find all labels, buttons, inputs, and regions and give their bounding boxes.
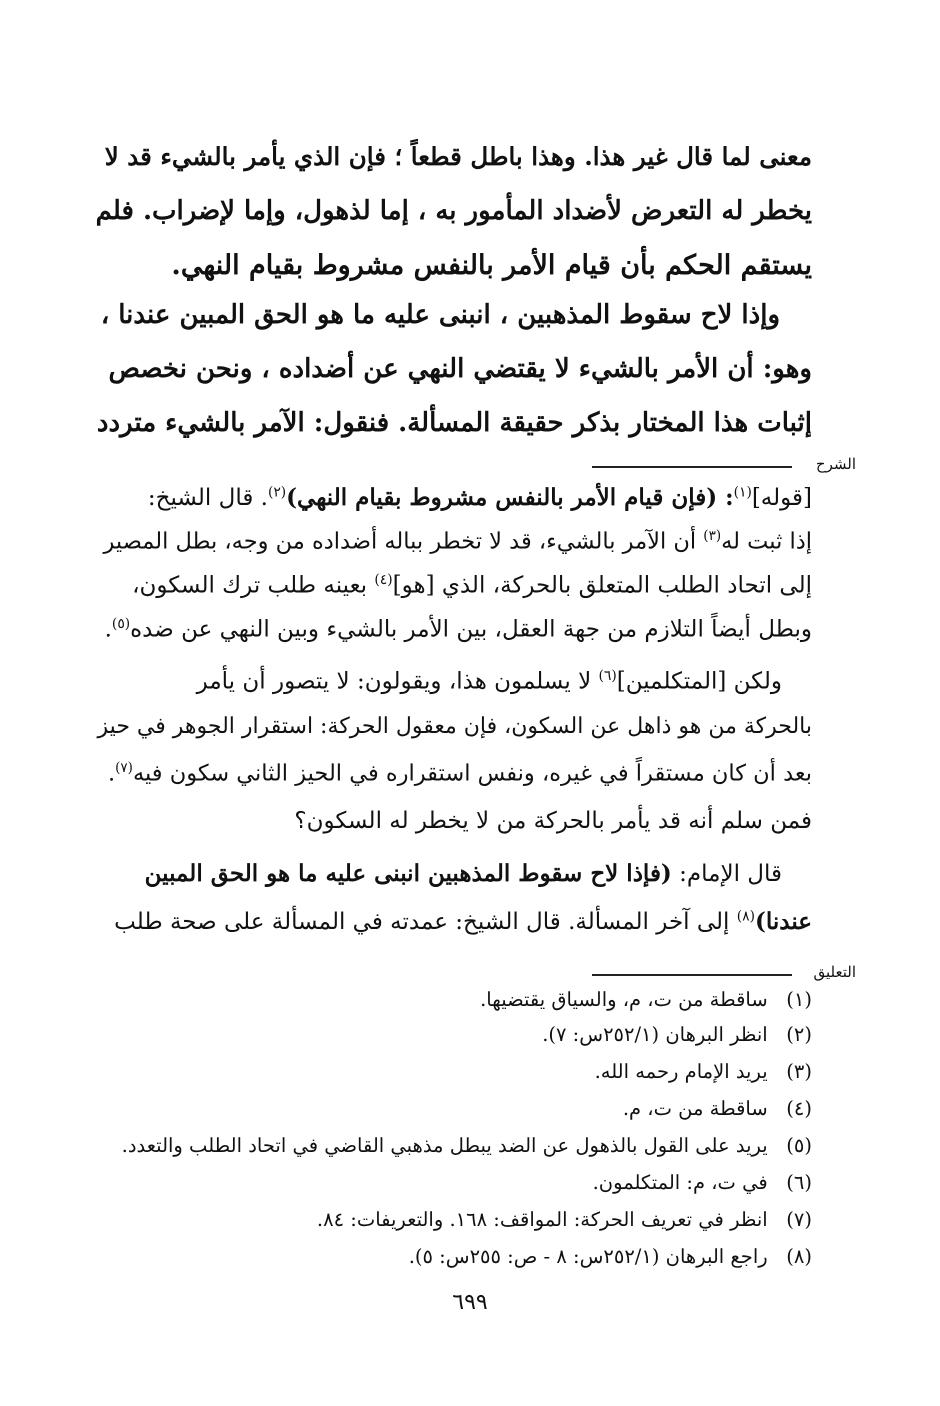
footnote-number: (٦) (786, 1171, 812, 1194)
sharh-text: وبطل أيضاً التلازم من جهة العقل، بين الأمر بالشيء وبين النهي عن ضده (130, 616, 812, 643)
sharh-text: قال الإمام: (671, 861, 782, 887)
quoted-text: عندنا) (754, 908, 812, 935)
sharh-text: أن الآمر بالشيء، قد لا تخطر بباله أضداده من وجه، بطل المصير (103, 528, 704, 555)
sharh-separator (592, 466, 792, 468)
footnote-text: يريد على القول بالذهول عن الضد يبطل مذهبي القاضي في اتحاد الطلب والتعدد. (121, 1134, 768, 1157)
sharh-text: ولكن [المتكلمين] (616, 668, 782, 695)
sharh-line (108, 760, 812, 787)
footnote (122, 1134, 812, 1157)
footnote-ref: (٧) (115, 760, 133, 776)
footnote (595, 1060, 812, 1083)
footnote-number: (٥) (786, 1134, 812, 1157)
main-text-line: معنى لما قال غير هذا. وهذا باطل قطعاً ؛ فإن الذي يأمر بالشيء قد لا (104, 142, 812, 171)
sharh-bracket-word: [قوله] (751, 485, 812, 511)
main-text-line: وهو: أن الأمر بالشيء لا يقتضي النهي عن أضداده ، ونحن نخصص (108, 354, 812, 384)
sharh-line (114, 908, 812, 935)
footnote-number: (٤) (786, 1097, 812, 1120)
sharh-line (105, 616, 812, 643)
footnote (623, 1097, 812, 1120)
sharh-text: بعد أن كان مستقراً في غيره، ونفس استقراره في الحيز الثاني سكون فيه (132, 760, 812, 787)
sharh-text: إلى آخر المسألة. قال الشيخ: عمدته في المسألة على صحة طلب (114, 909, 737, 935)
footnote-number: (٨) (786, 1245, 812, 1268)
sharh-text: لا يسلمون هذا، ويقولون: لا يتصور أن يأمر (196, 668, 599, 695)
footnote-ref: (٢) (267, 484, 287, 501)
sharh-text: . (107, 760, 116, 787)
main-text-line: وإذا لاح سقوط المذهبين ، انبنى عليه ما هو الحق المبين عندنا ، (100, 300, 780, 330)
footnote (480, 988, 812, 1011)
footnote (593, 1171, 812, 1194)
footnote-text: ساقطة من ت، م، والسياق يقتضيها. (480, 988, 768, 1011)
taliq-label: التعليق (813, 963, 856, 981)
main-text-line: إثبات هذا المختار بذكر حقيقة المسألة. فنقول: الآمر بالشيء متردد (96, 408, 812, 438)
sharh-line (145, 860, 782, 887)
sharh-text: إلى اتحاد الطلب المتعلق بالحركة، الذي [هو] (392, 572, 812, 599)
footnote (317, 1208, 812, 1231)
footnote-text: راجع البرهان (٢٥٢/١س: ٨ - ص: ٢٥٥س: ٥). (408, 1245, 768, 1268)
sharh-line (148, 484, 812, 511)
sharh-text: . قال الشيخ: (147, 485, 268, 511)
main-text-line: يخطر له التعرض لأضداد المأمور به ، إما لذهول، وإما لإضراب. فلم (95, 196, 812, 226)
quoted-text: (فإذا لاح سقوط المذهبين انبنى عليه ما هو الحق المبين (144, 860, 672, 887)
footnote-ref: (١) (733, 484, 752, 501)
footnote-ref: (٣) (703, 528, 722, 544)
footnote-text: في ت، م: المتكلمون. (592, 1171, 768, 1194)
footnote-ref: (٤) (374, 572, 393, 588)
footnote-number: (٧) (786, 1208, 812, 1231)
sharh-line (132, 572, 812, 599)
footnote-number: (٣) (786, 1060, 812, 1083)
footnote-ref: (٦) (598, 668, 617, 684)
sharh-line: بالحركة من هو ذاهل عن السكون، فإن معقول الحركة: استقرار الجوهر في حيز (97, 714, 812, 739)
sharh-line (197, 668, 782, 695)
footnote-number: (١) (786, 988, 812, 1011)
footnote-number: (٢) (786, 1023, 812, 1046)
sharh-text: . (104, 616, 112, 643)
sharh-line: فمن سلم أنه قد يأمر بالحركة من لا يخطر له السكون؟ (294, 808, 812, 834)
main-text-line: يستقم الحكم بأن قيام الأمر بالنفس مشروط بقيام النهي. (171, 250, 812, 281)
footnote (409, 1245, 812, 1268)
footnote-text: ساقطة من ت، م. (622, 1097, 768, 1120)
footnote-text: انظر البرهان (٢٥٢/١س: ٧). (542, 1023, 768, 1046)
footnote (542, 1023, 812, 1046)
footnote-ref: (٥) (111, 616, 131, 632)
taliq-separator (592, 974, 792, 976)
quoted-text: : (فإن قيام الأمر بالنفس مشروط بقيام النهي) (286, 484, 734, 511)
sharh-label: الشرح (815, 455, 856, 473)
sharh-text: بعينه طلب ترك السكون، (132, 572, 375, 599)
footnote-ref: (٨) (736, 908, 755, 925)
sharh-line (104, 528, 812, 555)
footnote-text: انظر في تعريف الحركة: المواقف: ١٦٨. والتعريفات: ٨٤. (316, 1208, 768, 1231)
page-number: ٦٩٩ (452, 1290, 488, 1315)
sharh-text: إذا ثبت له (721, 528, 812, 555)
footnote-text: يريد الإمام رحمه الله. (594, 1060, 768, 1083)
